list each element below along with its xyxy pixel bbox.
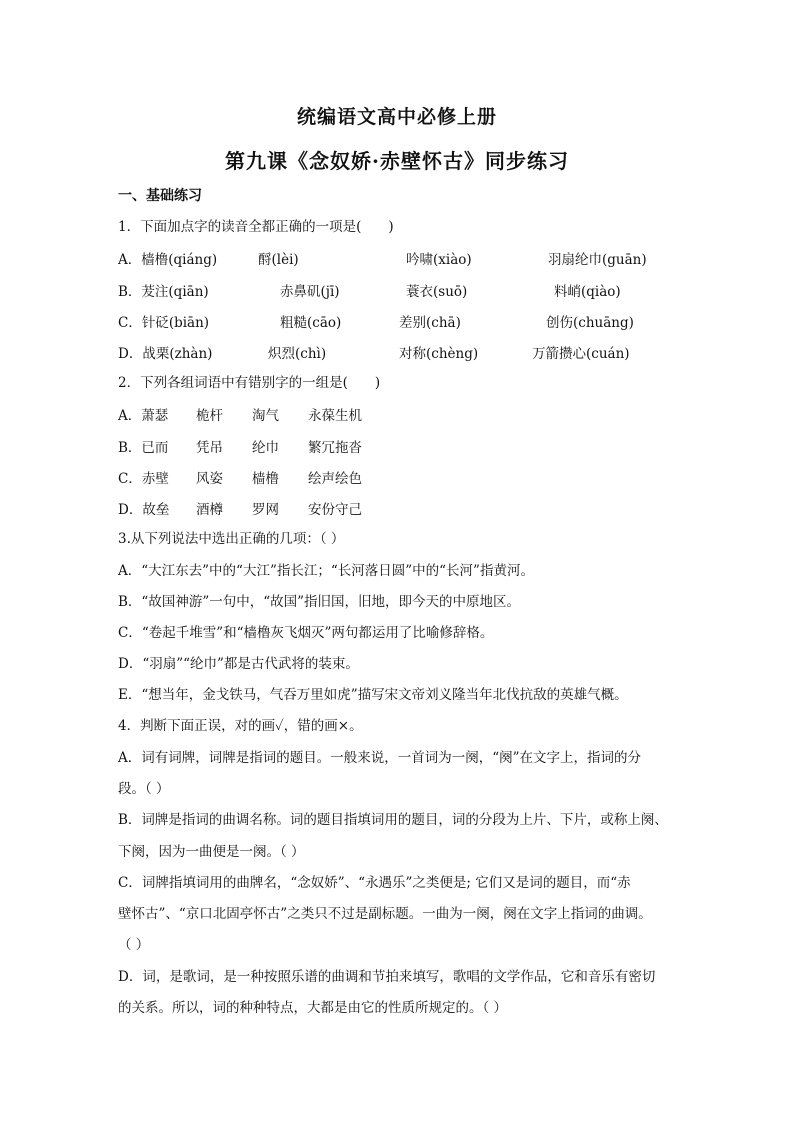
- option-cell: 安份守己: [308, 502, 362, 518]
- option-cell: B．已而: [118, 440, 169, 456]
- option-cell: 创伤(chuāng): [546, 315, 634, 331]
- option-cell: C．赤壁: [118, 471, 169, 487]
- option-cell: 赤鼻矶(jī): [280, 284, 340, 300]
- option-cell: 桅杆: [196, 408, 223, 424]
- question-3-option-d: D．“羽扇”“纶巾”都是古代武将的装束。: [118, 656, 359, 672]
- option-cell: 酹(lèi): [258, 252, 299, 268]
- option-cell: 蓑衣(suō): [406, 284, 468, 300]
- question-3-stem: 3.从下列说法中选出正确的几项：（ ）: [118, 531, 345, 547]
- option-cell: 吟啸(xiào): [406, 252, 472, 268]
- option-cell: 风姿: [196, 471, 223, 487]
- option-cell: 淘气: [252, 408, 279, 424]
- option-cell: D．故垒: [118, 502, 170, 518]
- question-3-option-c: C．“卷起千堆雪”和“樯橹灰飞烟灭”两句都运用了比喻修辞格。: [118, 625, 494, 641]
- option-cell: 繁冗拖沓: [308, 440, 362, 456]
- question-1-stem: 1．下面加点字的读音全都正确的一项是( ): [118, 219, 394, 235]
- question-4-line: B．词牌是指词的曲调名称。词的题目指填词用的题目，词的分段为上片、下片，或称上阕、: [118, 812, 668, 828]
- option-cell: 绘声绘色: [308, 471, 362, 487]
- question-4-line: A．词有词牌，词牌是指词的题目。一般来说，一首词为一阕，“阕”在文字上，指词的分: [118, 750, 642, 766]
- option-cell: A．萧瑟: [118, 408, 169, 424]
- option-cell: C．针砭(biān): [118, 315, 210, 331]
- option-cell: 粗糙(cāo): [280, 315, 342, 331]
- question-4-line: 段。（ ）: [118, 781, 170, 797]
- option-cell: 羽扇纶巾(guān): [548, 252, 647, 268]
- question-4-line: D．词，是歌词，是一种按照乐谱的曲调和节拍来填写，歌唱的文学作品，它和音乐有密切: [118, 969, 656, 985]
- question-2-stem: 2．下列各组词语中有错别字的一组是( ): [118, 375, 381, 391]
- section-heading: 一、基础练习: [118, 188, 202, 204]
- question-4-line: 壁怀古”、“京口北固亭怀古”之类只不过是副标题。一曲为一阕，阕在文字上指词的曲调。: [118, 906, 652, 922]
- question-3-option-b: B．“故国神游”一句中，“故国”指旧国，旧地，即今天的中原地区。: [118, 594, 521, 610]
- option-cell: 凭吊: [196, 440, 223, 456]
- option-cell: 酒樽: [196, 502, 223, 518]
- question-3-option-a: A．“大江东去”中的“大江”指长江；“长河落日圆”中的“长河”指黄河。: [118, 563, 534, 579]
- option-cell: 永葆生机: [308, 408, 362, 424]
- option-cell: 对称(chèng): [399, 346, 479, 362]
- option-cell: B．茇注(qiān): [118, 284, 209, 300]
- option-cell: 万箭攒心(cuán): [532, 346, 630, 362]
- option-cell: 料峭(qiào): [554, 284, 621, 300]
- question-4-line: 的关系。所以，词的种种特点，大都是由它的性质所规定的。（ ）: [118, 1000, 508, 1016]
- question-4-stem: 4．判断下面正误，对的画✓，错的画×。: [118, 718, 363, 734]
- question-4-line: （ ）: [118, 937, 150, 953]
- option-cell: D．战栗(zhàn): [118, 346, 213, 362]
- question-3-option-e: E．“想当年，金戈铁马，气吞万里如虎”描写宋文帝刘义隆当年北伐抗敌的英雄气概。: [118, 687, 628, 703]
- option-cell: 纶巾: [252, 440, 279, 456]
- option-cell: 差别(chā): [399, 315, 461, 331]
- question-4-line: C．词牌指填词用的曲牌名，“念奴娇”、“永遇乐”之类便是; 它们又是词的题目，而“赤: [118, 875, 631, 891]
- question-4-line: 下阕，因为一曲便是一阕。（ ）: [118, 844, 305, 860]
- option-cell: A．樯橹(qiáng): [118, 252, 218, 268]
- option-cell: 樯橹: [252, 471, 279, 487]
- lesson-title: 第九课《念奴娇·赤壁怀古》同步练习: [225, 149, 569, 173]
- option-cell: 罗网: [252, 502, 279, 518]
- option-cell: 炽烈(chì): [268, 346, 327, 362]
- document-title: 统编语文高中必修上册: [296, 106, 497, 128]
